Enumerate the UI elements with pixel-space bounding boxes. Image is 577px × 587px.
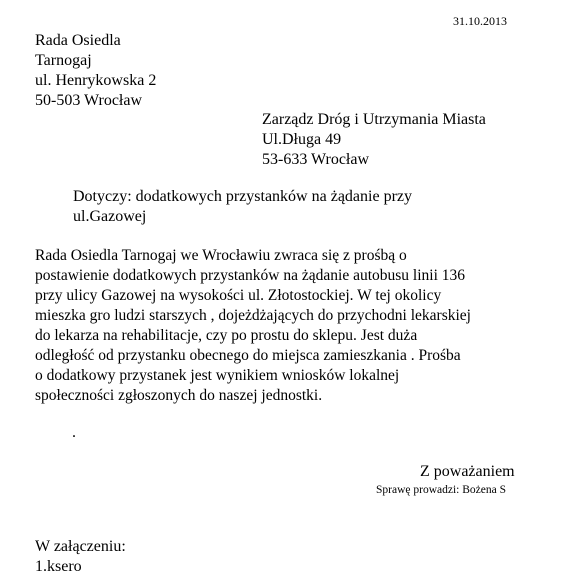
subject-text: Dotyczy: dodatkowych przystanków na żądanie przy — [73, 188, 412, 205]
body-line: o dodatkowy przystanek jest wynikiem wniosków lokalnej — [35, 367, 400, 384]
recipient-line: Ul.Długa 49 — [262, 131, 342, 148]
body-line: postawienie dodatkowych przystanków na żądanie autobusu linii 136 — [35, 267, 466, 284]
body-line: mieszka gro ludzi starszych , dojeżdżających do przychodni lekarskiej — [35, 307, 471, 324]
recipient-line: Zarządz Dróg i Utrzymania Miasta — [262, 111, 486, 128]
recipient-address — [262, 110, 486, 170]
attachments — [35, 537, 126, 577]
body-line: odległość od przystanku obecnego do miejsca zamieszkania . Prośba — [35, 347, 461, 364]
sender-line: Rada Osiedla — [35, 32, 121, 49]
recipient-line: 53-633 Wrocław — [262, 151, 370, 168]
stray-dot: . — [72, 424, 76, 441]
subject-text: ul.Gazowej — [73, 208, 147, 225]
attachment-item: 1.ksero — [35, 558, 82, 575]
handled-by: Sprawę prowadzi: Bożena S — [376, 484, 506, 496]
attachments-heading: W załączeniu: — [35, 538, 126, 555]
sender-address — [35, 31, 156, 111]
body-line: społeczności zgłoszonych do naszej jednostki. — [35, 387, 323, 404]
sender-line: 50-503 Wrocław — [35, 92, 143, 109]
body-line: przy ulicy Gazowej na wysokości ul. Złotostockiej. W tej okolicy — [35, 287, 442, 304]
closing-salutation: Z poważaniem — [420, 463, 515, 480]
sender-line: ul. Henrykowska 2 — [35, 72, 157, 89]
letter-date: 31.10.2013 — [453, 14, 507, 28]
letter-body — [35, 246, 471, 406]
body-line: do lekarza na rehabilitacje, czy po prostu do sklepu. Jest duża — [35, 327, 418, 344]
body-line: Rada Osiedla Tarnogaj we Wrocławiu zwraca się z prośbą o — [35, 247, 407, 264]
subject-line — [73, 187, 412, 227]
sender-line: Tarnogaj — [35, 52, 92, 69]
